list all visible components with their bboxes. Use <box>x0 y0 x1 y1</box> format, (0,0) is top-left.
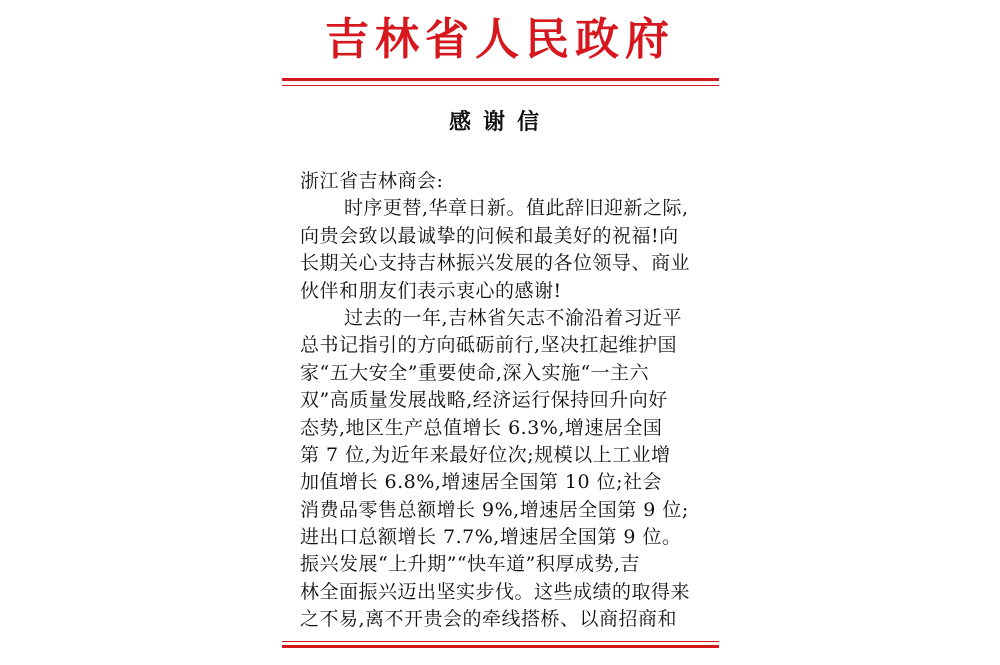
header-rule-thick <box>282 78 719 81</box>
paragraph-line: 向贵会致以最诚挚的问候和最美好的祝福!向 <box>300 224 679 247</box>
paragraph-line: 过去的一年,吉林省矢志不渝沿着习近平 <box>344 306 683 329</box>
paragraph-line: 伙伴和朋友们表示衷心的感谢! <box>300 279 562 302</box>
paragraph-line: 时序更替,华章日新。值此辞旧迎新之际, <box>344 197 689 220</box>
salutation: 浙江省吉林商会: <box>300 170 444 192</box>
paragraph-line: 第 7 位,为近年来最好位次;规模以上工业增 <box>300 443 671 466</box>
letter-body <box>300 168 720 634</box>
paragraph-line: 林全面振兴迈出坚实步伐。这些成绩的取得来 <box>300 580 691 603</box>
paragraph-line: 之不易,离不开贵会的牵线搭桥、以商招商和 <box>300 608 678 631</box>
paragraph-line: 总书记指引的方向砥砺前行,坚决扛起维护国 <box>300 334 678 357</box>
paragraph-line: 态势,地区生产总值增长 6.3%,增速居全国 <box>300 416 663 439</box>
header-rule-thin <box>282 85 719 86</box>
paragraph-line: 消费品零售总额增长 9%,增速居全国第 9 位; <box>300 498 689 521</box>
paragraph-line: 振兴发展“上升期”“快车道”积厚成势,吉 <box>300 553 640 576</box>
footer-rule-thick <box>282 645 719 648</box>
footer-rule-thin <box>282 641 719 642</box>
letterhead-title: 吉林省人民政府 <box>325 14 675 65</box>
paragraph-line: 加值增长 6.8%,增速居全国第 10 位;社会 <box>300 471 663 494</box>
paragraph-line: 长期关心支持吉林振兴发展的各位领导、商业 <box>300 252 691 275</box>
paragraph-line: 家“五大安全”重要使命,深入实施“一主六 <box>300 361 650 384</box>
paragraph-line: 进出口总额增长 7.7%,增速居全国第 9 位。 <box>300 526 682 549</box>
paragraph-line: 双”高质量发展战略,经济运行保持回升向好 <box>300 389 668 412</box>
document-title: 感谢信 <box>448 110 551 135</box>
